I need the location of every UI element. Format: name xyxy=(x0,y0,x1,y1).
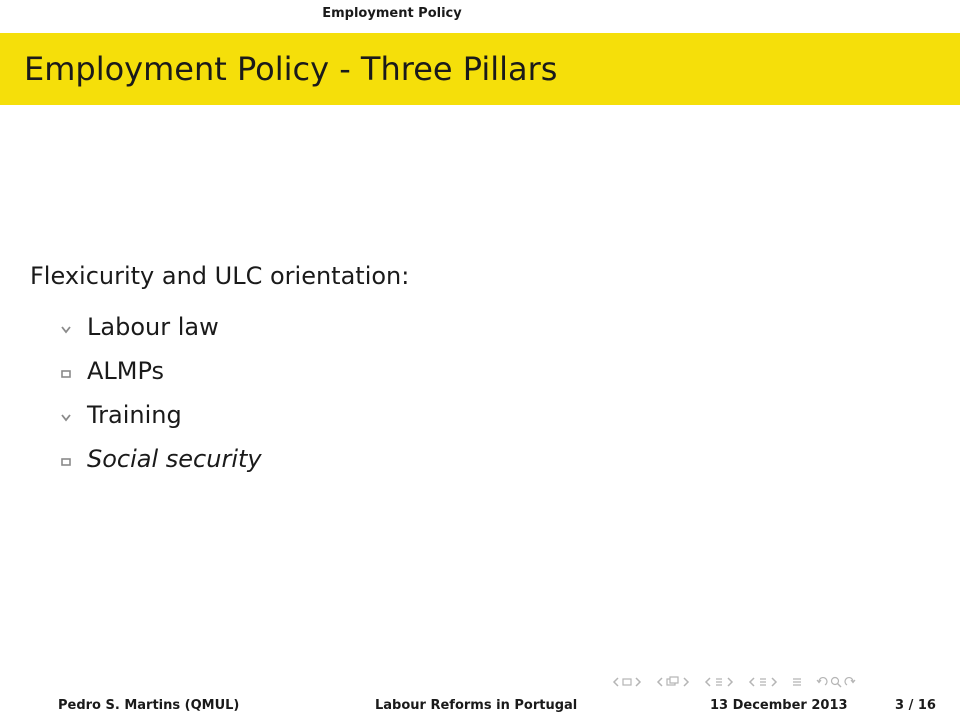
navigation-bar xyxy=(612,672,856,692)
frame-prev-icon[interactable] xyxy=(612,677,620,687)
subsection-next-icon[interactable] xyxy=(726,677,734,687)
subsection-prev-icon[interactable] xyxy=(704,677,712,687)
search-icon[interactable] xyxy=(830,676,842,688)
item-label: ALMPs xyxy=(87,357,165,385)
section-header: Employment Policy xyxy=(322,6,462,21)
footer-author: Pedro S. Martins (QMUL) xyxy=(58,698,240,713)
list-item xyxy=(60,305,262,349)
footer-title: Labour Reforms in Portugal xyxy=(375,698,578,713)
item-label: Social security xyxy=(87,445,262,473)
slide-prev-icon[interactable] xyxy=(748,677,756,687)
footer-date: 13 December 2013 xyxy=(710,698,848,713)
item-label: Training xyxy=(87,401,182,429)
align-icon[interactable] xyxy=(792,676,802,688)
bullet-icon xyxy=(60,368,72,380)
title-bar xyxy=(0,33,960,105)
intro-text: Flexicurity and ULC orientation: xyxy=(30,262,410,290)
slide-next-icon[interactable] xyxy=(770,677,778,687)
page-number: 3 / 16 xyxy=(895,698,936,713)
bullet-icon xyxy=(60,456,72,468)
footer xyxy=(0,698,960,716)
list-item xyxy=(60,349,262,393)
list-item xyxy=(60,437,262,481)
bullet-icon xyxy=(60,324,72,336)
subsection-icon xyxy=(714,676,724,688)
section-next-icon[interactable] xyxy=(682,677,690,687)
slide-icon xyxy=(758,676,768,688)
frame-nav[interactable] xyxy=(612,677,642,687)
bullet-icon xyxy=(60,412,72,424)
slide-nav[interactable] xyxy=(748,676,778,688)
list-item xyxy=(60,393,262,437)
align-control[interactable] xyxy=(792,676,802,688)
section-prev-icon[interactable] xyxy=(656,677,664,687)
frame-icon xyxy=(622,677,632,687)
item-label: Labour law xyxy=(87,313,219,341)
back-icon[interactable] xyxy=(816,676,828,688)
frame-next-icon[interactable] xyxy=(634,677,642,687)
section-icon xyxy=(666,676,680,688)
forward-icon[interactable] xyxy=(844,676,856,688)
section-nav[interactable] xyxy=(656,676,690,688)
search-control[interactable] xyxy=(816,676,856,688)
slide-title: Employment Policy - Three Pillars xyxy=(24,50,558,88)
bullet-list xyxy=(60,305,262,481)
subsection-nav[interactable] xyxy=(704,676,734,688)
